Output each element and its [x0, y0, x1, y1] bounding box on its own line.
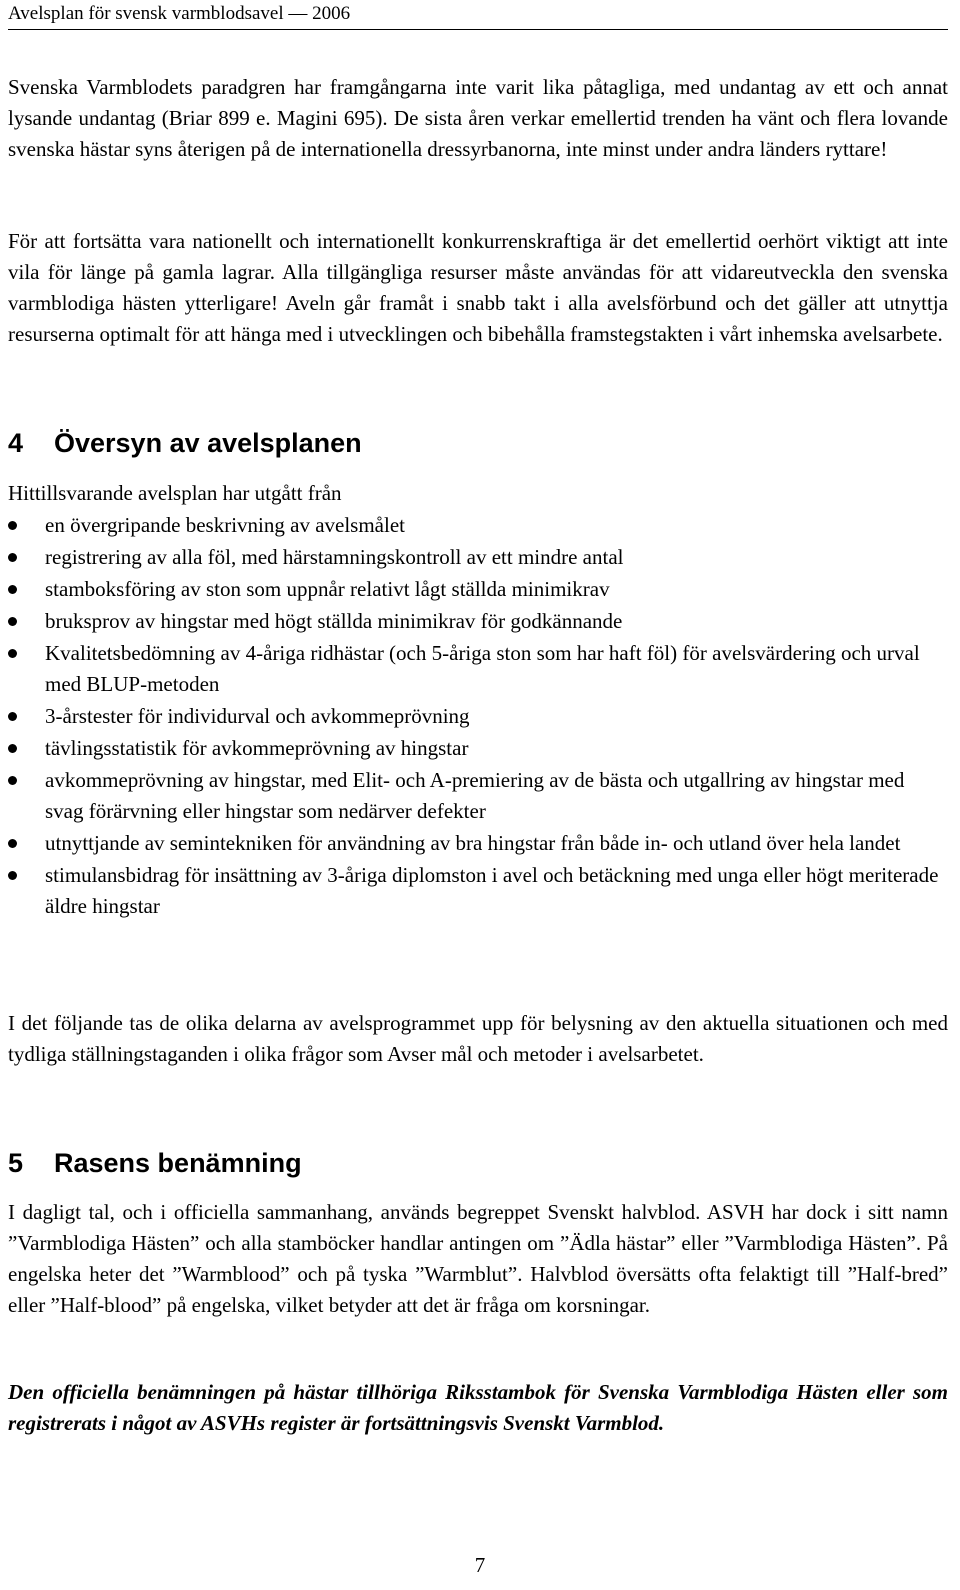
bullet-icon	[8, 744, 17, 753]
section-4-heading	[8, 428, 362, 459]
bullet-icon	[8, 553, 17, 562]
section-4-title: Översyn av avelsplanen	[54, 428, 362, 458]
list-item: utnyttjande av semintekniken för användning av bra hingstar från både in- och utland över hela landet	[8, 828, 948, 859]
paragraph-competitiveness: För att fortsätta vara nationellt och internationellt konkurrenskraftiga är det emellertid oerhört viktigt att inte vila för länge på gamla lagrar. Alla tillgängliga resurser måste användas för att vidareutveckla den svenska varmblodiga hästen ytterligare! Aveln går framåt i snabb takt i alla avelsförbund och det gäller att utnyttja resurserna optimalt för att hänga med i utvecklingen och bibehålla framstegstakten i vårt inhemska avelsarbete.	[8, 229, 948, 346]
paragraph-dressage: Svenska Varmblodets paradgren har framgångarna inte varit lika påtagliga, med undantag av ett och annat lysande undantag (Briar 899 e. Magini 695). De sista åren verkar emellertid trenden ha vänt och flera lovande svenska hästar syns återigen på de internationella dressyrbanorna, inte minst under andra länders ryttare!	[8, 75, 948, 161]
section-4-intro: Hittillsvarande avelsplan har utgått från	[8, 481, 342, 505]
bullet-icon	[8, 871, 17, 880]
breeding-plan-list	[8, 510, 948, 923]
bullet-icon	[8, 617, 17, 626]
section-5-heading	[8, 1148, 302, 1179]
list-item: 3-årstester för individurval och avkommeprövning	[8, 701, 948, 732]
list-item: stamboksföring av ston som uppnår relativt lågt ställda minimikrav	[8, 574, 948, 605]
section-5-number: 5	[8, 1148, 24, 1178]
list-item: bruksprov av hingstar med högt ställda minimikrav för godkännande	[8, 606, 948, 637]
bullet-icon	[8, 776, 17, 785]
page-header: Avelsplan för svensk varmblodsavel — 2006	[8, 2, 948, 30]
list-item: en övergripande beskrivning av avelsmålet	[8, 510, 948, 541]
section-4-closing: I det följande tas de olika delarna av avelsprogrammet upp för belysning av den aktuella situationen och med tydliga ställningstaganden i olika frågor som Avser mål och metoder i avelsarbetet.	[8, 1011, 948, 1066]
bullet-icon	[8, 649, 17, 658]
list-item: Kvalitetsbedömning av 4-åriga ridhästar (och 5-åriga ston som har haft föl) för avelsvärdering och urval med BLUP-metoden	[8, 638, 948, 700]
section-5-body: I dagligt tal, och i officiella sammanhang, används begreppet Svenskt halvblod. ASVH har dock i sitt namn ”Varmblodiga Hästen” och alla stamböcker handlar antingen om ”Ädla hästar” eller ”Varmblodiga Hästen”. På engelska heter det ”Warmblood” och på tyska ”Warmblut”. Halvblod översätts ofta felaktigt till ”Half-bred” eller ”Half-blood” på engelska, vilket betyder att det är fråga om korsningar.	[8, 1200, 948, 1317]
section-4-number: 4	[8, 428, 24, 458]
section-5-title: Rasens benämning	[54, 1148, 302, 1178]
list-item: avkommeprövning av hingstar, med Elit- och A-premiering av de bästa och utgallring av hingstar med svag förärvning eller hingstar som nedärver defekter	[8, 765, 948, 827]
bullet-icon	[8, 712, 17, 721]
bullet-icon	[8, 839, 17, 848]
page-number: 7	[474, 1553, 486, 1577]
list-item: stimulansbidrag för insättning av 3-åriga diplomston i avel och betäckning med unga eller högt meriterade äldre hingstar	[8, 860, 948, 922]
bullet-icon	[8, 521, 17, 530]
list-item: registrering av alla föl, med härstamningskontroll av ett mindre antal	[8, 542, 948, 573]
list-item: tävlingsstatistik för avkommeprövning av hingstar	[8, 733, 948, 764]
bullet-icon	[8, 585, 17, 594]
section-5-emphasis: Den officiella benämningen på hästar tillhöriga Riksstambok för Svenska Varmblodiga Hästen eller som registrerats i något av ASVHs register är fortsättningsvis Svenskt Varmblod.	[8, 1380, 948, 1435]
